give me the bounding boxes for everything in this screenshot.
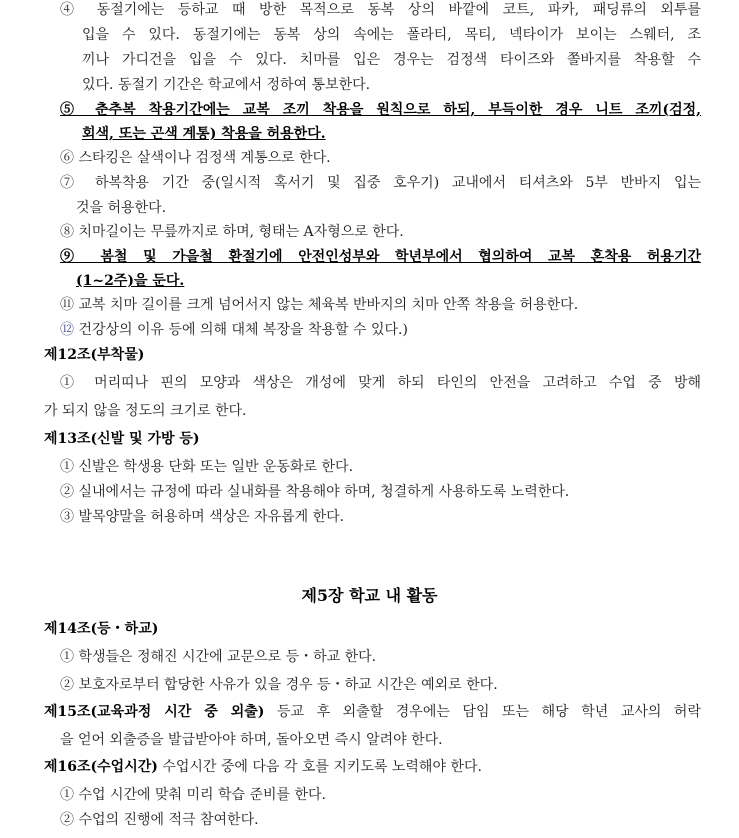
text-line: 입을 수 있다. 동절기에는 동복 상의 속에는 폴라티, 목티, 넥타이가 보이는 스웨터, 조 xyxy=(82,27,701,43)
text-line: ② 실내에서는 규정에 따라 실내화를 착용해야 하며, 청결하게 사용하도록 노력한다. xyxy=(60,484,570,500)
text-line: 을 얻어 외출증을 발급받아야 하며, 돌아오면 즉시 알려야 한다. xyxy=(60,732,443,748)
text-line-emphasis: ⑤ 춘추복 착용기간에는 교복 조끼 착용을 원칙으로 하되, 부득이한 경우 니트 조끼(검정, xyxy=(60,102,701,118)
text-line-emphasis: (1~2주)을 둔다. xyxy=(76,273,185,289)
text-line: ① 학생들은 정해진 시간에 교문으로 등・하교 한다. xyxy=(60,649,377,665)
article-heading: 제15조(교육과정 시간 중 외출) xyxy=(44,704,265,720)
text-line: 끼나 가디건을 입을 수 있다. 치마를 입은 경우는 검정색 타이즈와 쫄바지를 착용할 수 xyxy=(82,52,701,68)
text-line: ⑪ 교복 치마 길이를 크게 넘어서지 않는 체육복 반바지의 치마 안쪽 착용을 허용한다. xyxy=(60,297,579,313)
item-text: 건강상의 이유 등에 의해 대체 복장을 착용할 수 있다.) xyxy=(74,322,408,338)
text-line xyxy=(44,703,701,721)
text-line: ① 머리띠나 핀의 모양과 색상은 개성에 맞게 하되 타인의 안전을 고려하고 수업 중 방해 xyxy=(60,375,701,391)
text-line: ④ 동절기에는 등하교 때 방한 목적으로 동복 상의 바깥에 코트, 파카, 패딩류의 외투를 xyxy=(60,2,701,18)
text-line-emphasis: ⑨ 봄철 및 가을철 환절기에 안전인성부와 학년부에서 협의하여 교복 혼착용 허용기간 xyxy=(60,249,701,265)
text-line: 가 되지 않을 정도의 크기로 한다. xyxy=(44,403,247,419)
article-text: 등교 후 외출할 경우에는 담임 또는 해당 학년 교사의 허락 xyxy=(264,704,701,720)
article-heading: 제14조(등・하교) xyxy=(44,621,159,637)
article-text: 수업시간 중에 다음 각 호를 지키도록 노력해야 한다. xyxy=(157,759,482,775)
article-heading: 제12조(부착물) xyxy=(44,347,145,363)
text-line: ③ 발목양말을 허용하며 색상은 자유롭게 한다. xyxy=(60,509,345,525)
text-line: ② 보호자로부터 합당한 사유가 있을 경우 등・하교 시간은 예외로 한다. xyxy=(60,677,498,693)
item-number: ⑫ xyxy=(60,322,74,338)
text-line: 것을 허용한다. xyxy=(76,200,167,216)
chapter-title: 제5장 학교 내 활동 xyxy=(301,586,438,605)
text-line: ⑥ 스타킹은 살색이나 검정색 계통으로 한다. xyxy=(60,150,331,166)
text-line-emphasis: 회색, 또는 곤색 계통) 착용을 허용한다. xyxy=(82,126,326,142)
text-line: ⑧ 치마길이는 무릎까지로 하며, 형태는 A자형으로 한다. xyxy=(60,224,404,240)
text-line: ② 수업의 진행에 적극 참여한다. xyxy=(60,812,259,828)
text-line: ⑦ 하복착용 기간 중(일시적 혹서기 및 집중 호우기) 교내에서 티셔츠와 5부 반바지 입는 xyxy=(60,175,701,191)
text-line: 있다. 동절기 기간은 학교에서 정하여 통보한다. xyxy=(82,77,371,93)
article-heading: 제13조(신발 및 가방 등) xyxy=(44,431,200,447)
text-line: ① 수업 시간에 맞춰 미리 학습 준비를 한다. xyxy=(60,787,326,803)
text-line: ① 신발은 학생용 단화 또는 일반 운동화로 한다. xyxy=(60,459,354,475)
text-line xyxy=(44,758,482,776)
text-line xyxy=(60,321,408,339)
article-heading: 제16조(수업시간) xyxy=(44,759,158,775)
